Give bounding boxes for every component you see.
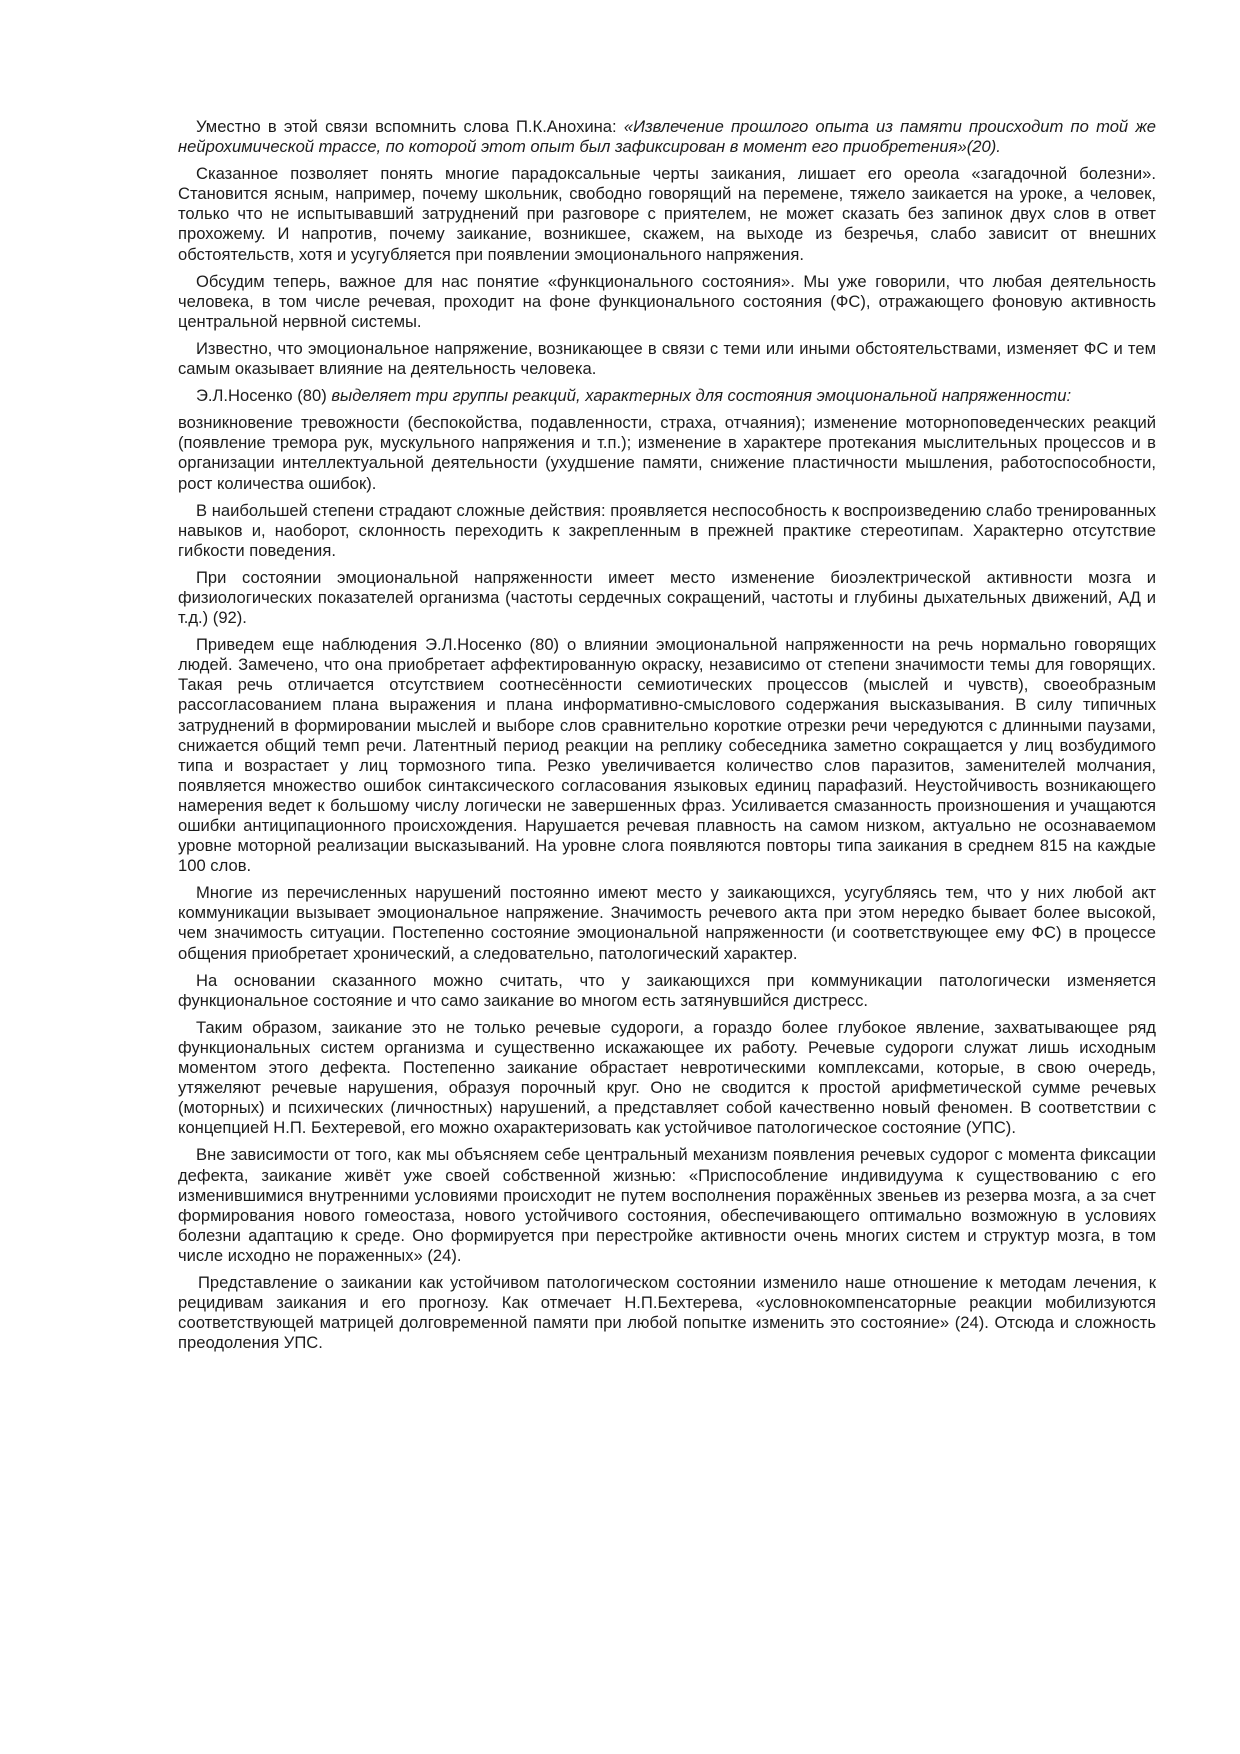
paragraph-text: Обсудим теперь, важное для нас понятие «функционального состояния». Мы уже говорили, что любая деятельность человека, в том числе речевая, проходит на фоне функционального состояния (ФС), отражающего фоновую активность центральной нервной системы.: [178, 271, 1156, 331]
paragraph-anokhin-quote: [178, 117, 1156, 157]
paragraph-reaction-list: [178, 413, 1156, 493]
paragraph-stutterers-disorders: [178, 883, 1156, 963]
paragraph-text: Уместно в этой связи вспомнить слова П.К.Анохина:: [196, 117, 624, 136]
paragraph-text: Таким образом, заикание это не только речевые судороги, а гораздо более глубокое явление, захватывающее ряд функциональных систем организма и существенно искажающее их работу. Речевые судороги служат лишь исходным моментом этого дефекта. Постепенно заикание обрастает невротическими комплексами, которые, в свою очередь, утяжеляют речевые нарушения, образуя порочный круг. Оно не сводится к простой арифметической сумме речевых (моторных) и психических (личностных) нарушений, а представляет собой качественно новый феномен. В соответствии с концепцией Н.П. Бехтеревой, его можно охарактеризовать как устойчивое патологическое состояние (УПС).: [178, 1017, 1156, 1138]
paragraph-nosenko-observations: [178, 635, 1156, 876]
paragraph-text: При состоянии эмоциональной напряженности имеет место изменение биоэлектрической активности мозга и физиологических показателей организма (частоты сердечных сокращений, частоты и глубины дыхательных движений, АД и т.д.) (92).: [178, 567, 1156, 628]
paragraph-text: В наибольшей степени страдают сложные действия: проявляется неспособность к воспроизведению слабо тренированных навыков и, наоборот, склонность переходить к закрепленным в прежней практике стереотипам. Характерно отсутствие гибкости поведения.: [178, 500, 1156, 560]
paragraph-bioelectric-activity: [178, 568, 1156, 628]
italic-phrase: выделяет три группы реакций, характерных для состояния эмоциональной напряженности:: [331, 386, 1072, 406]
paragraph-functional-state: [178, 272, 1156, 332]
paragraph-paradoxical-traits: [178, 164, 1156, 264]
paragraph-complex-actions: [178, 501, 1156, 561]
italic-quote: «Извлечение прошлого опыта из памяти происходит по той же нейрохимической трассе, по которой этот опыт был зафиксирован в момент его приобретения»(20).: [178, 117, 1156, 157]
paragraph-text: На основании сказанного можно считать, что у заикающихся при коммуникации патологически изменяется функциональное состояние и что само заикание во многом есть затянувшийся дистресс.: [178, 970, 1156, 1010]
paragraph-text: Многие из перечисленных нарушений постоянно имеют место у заикающихся, усугубляясь тем, что у них любой акт коммуникации вызывает эмоциональное напряжение. Значимость речевого акта при этом нередко бывает более высокой, чем значимость ситуации. Постепенно состояние эмоциональной напряженности (и соответствующее ему ФС) в процессе общения приобретает хронический, а следовательно, патологический характер.: [178, 883, 1156, 963]
paragraph-ups-definition: [178, 1018, 1156, 1139]
paragraph-text: возникновение тревожности (беспокойства, подавленности, страха, отчаяния); изменение моторноповеденческих реакций (появление тремора рук, мускульного напряжения и т.п.); изменение в характере протекания мыслительных процессов и в организации интеллектуальной деятельности (ухудшение памяти, снижение пластичности мышления, работоспособности, рост количества ошибок).: [178, 413, 1156, 493]
paragraph-treatment-methods: [178, 1273, 1156, 1353]
paragraph-text: Представление о заикании как устойчивом патологическом состоянии изменило наше отношение к методам лечения, к рецидивам заикания и его прогнозу. Как отмечает Н.П.Бехтерева, «условнокомпенсаторные реакции мобилизуются соответствующей матрицей долговременной памяти при любой попытке изменить это состояние» (24). Отсюда и сложность преодоления УПС.: [178, 1272, 1156, 1353]
document-page: [178, 117, 1156, 1360]
paragraph-emotional-tension: [178, 339, 1156, 379]
paragraph-central-mechanism: [178, 1145, 1156, 1266]
paragraph-text: Вне зависимости от того, как мы объясняем себе центральный механизм появления речевых судорог с момента фиксации дефекта, заикание живёт уже своей собственной жизнью: «Приспособление индивидуума к существованию с его изменившимися внутренними условиями происходит не путем восполнения поражённых звеньев из резерва мозга, а за счет формирования нового гомеостаза, нового устойчивого состояния, обеспечивающего оптимально возможную в условиях болезни адаптацию к среде. Оно формируется при перестройке активности очень многих систем и структур мозга, в том числе исходно не пораженных» (24).: [178, 1145, 1156, 1265]
paragraph-distress: [178, 971, 1156, 1011]
paragraph-text: Приведем еще наблюдения Э.Л.Носенко (80) о влиянии эмоциональной напряженности на речь нормально говорящих людей. Замечено, что она приобретает аффектированную окраску, независимо от степени значимости темы для говорящих. Такая речь отличается отсутствием соотнесённости семиотических процессов (мыслей и чувств), своеобразным рассогласованием плана выражения и плана информативно-смыслового содержания высказывания. В силу типичных затруднений в формировании мыслей и выборе слов сравнительно короткие отрезки речи чередуются с длинными паузами, снижается общий темп речи. Латентный период реакции на реплику собеседника заметно сокращается у лиц возбудимого типа и возрастает у лиц тормозного типа. Резко увеличивается количество слов паразитов, заменителей молчания, появляется множество ошибок синтаксического согласования языковых единиц парафазий. Неустойчивость возникающего намерения ведет к большому числу логически не завершенных фраз. Усиливается смазанность произношения и учащаются ошибки антиципационного происхождения. Нарушается речевая плавность на самом низком, актуально не осознаваемом уровне моторной реализации высказываний. На уровне слога появляются повторы типа заикания в среднем 815 на каждые 100 слов.: [178, 635, 1156, 876]
paragraph-text: Сказанное позволяет понять многие парадоксальные черты заикания, лишает его ореола «загадочной болезни». Становится ясным, например, почему школьник, свободно говорящий на перемене, тяжело заикается на уроке, а человек, только что не испытывавший затруднений при разговоре с приятелем, не может сказать без запинок двух слов в ответ прохожему. И напротив, почему заикание, возникшее, скажем, на выходе из безречья, слабо зависит от внешних обстоятельств, хотя и усугубляется при появлении эмоционального напряжения.: [178, 164, 1156, 264]
paragraph-text: Э.Л.Носенко (80): [196, 386, 332, 406]
paragraph-nosenko-groups: [178, 386, 1156, 406]
paragraph-text: Известно, что эмоциональное напряжение, возникающее в связи с теми или иными обстоятельствами, изменяет ФС и тем самым оказывает влияние на деятельность человека.: [178, 338, 1156, 379]
